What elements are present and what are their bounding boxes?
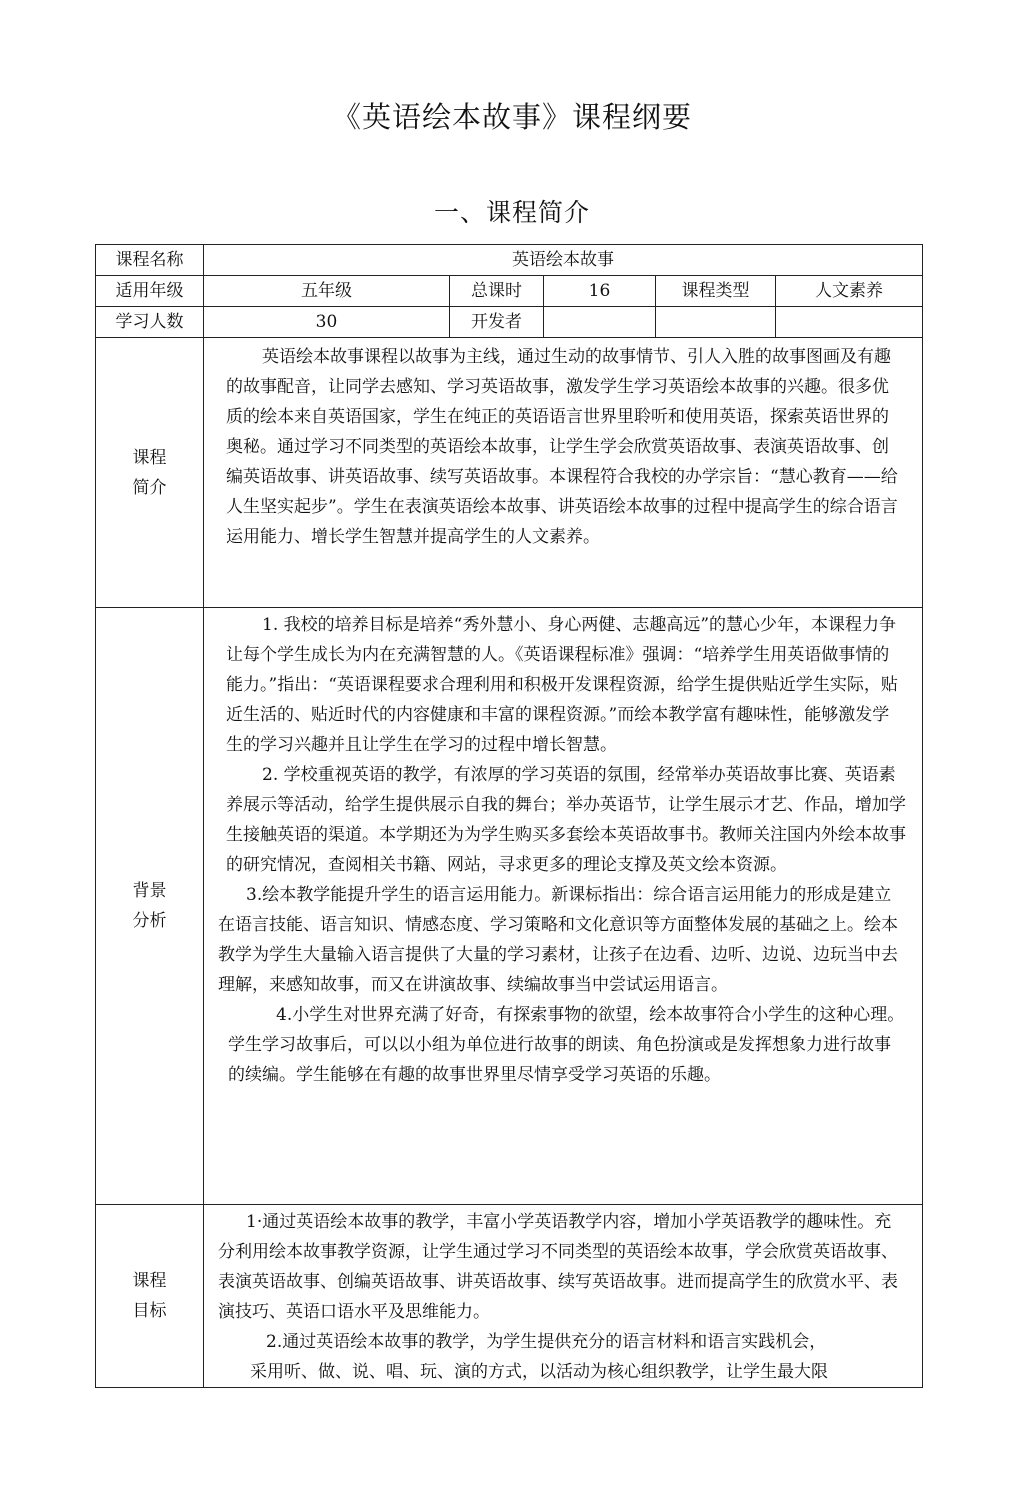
empty-cell bbox=[776, 307, 923, 338]
developer-label: 开发者 bbox=[450, 307, 544, 338]
goal-paragraph-2-cont: 采用听、做、说、唱、玩、演的方式，以活动为核心组织教学，让学生最大限 bbox=[250, 1362, 828, 1382]
intro-label-line: 课程 bbox=[132, 447, 167, 468]
goal-paragraph-1: 1·通过英语绘本故事的教学，丰富小学英语教学内容，增加小学英语教学的趣味性。充分利用绘本故事教学资源，让学生通过学习不同类型的英语绘本故事，学会欣赏英语故事、表演英语故事、创编英语故事、讲英语故事、续写英语故事。进而提高学生的欣赏水平、表演技巧、英语口语水平及思维能力。 bbox=[218, 1212, 898, 1322]
background-paragraph-4: 4.小学生对世界充满了好奇，有探索事物的欲望，绘本故事符合小学生的这种心理。学生学习故事后，可以以小组为单位进行故事的朗读、角色扮演或是发挥想象力进行故事的续编。学生能够在有趣的故事世界里尽情享受学习英语的乐趣。 bbox=[228, 1005, 905, 1085]
background-content bbox=[204, 608, 923, 1205]
grade-value: 五年级 bbox=[204, 276, 450, 307]
background-label-line: 分析 bbox=[132, 911, 167, 931]
background-paragraph-2: 2. 学校重视英语的教学，有浓厚的学习英语的氛围，经常举办英语故事比赛、英语素养展示等活动，给学生提供展示自我的舞台；举办英语节，让学生展示才艺、作品，增加学生接触英语的渠道。本学期还为为学生购买多套绘本英语故事书。教师关注国内外绘本故事的研究情况，查阅相关书籍、网站，寻求更多的理论支撑及英文绘本资源。 bbox=[226, 765, 906, 875]
intro-content bbox=[204, 338, 923, 608]
students-value: 30 bbox=[204, 307, 450, 338]
intro-label bbox=[96, 338, 204, 608]
background-label bbox=[96, 608, 204, 1205]
background-label-line: 背景 bbox=[132, 881, 167, 901]
goal-paragraph-2: 2.通过英语绘本故事的教学，为学生提供充分的语言材料和语言实践机会， bbox=[266, 1332, 827, 1352]
empty-cell bbox=[656, 307, 776, 338]
goal-label-line: 课程 bbox=[132, 1271, 167, 1291]
document-title: 《英语绘本故事》课程纲要 bbox=[331, 100, 692, 134]
students-label: 学习人数 bbox=[96, 307, 204, 338]
goal-label bbox=[96, 1205, 204, 1388]
goal-content bbox=[204, 1205, 923, 1388]
developer-value bbox=[544, 307, 656, 338]
section-title: 一、课程简介 bbox=[433, 198, 590, 227]
course-type-value: 人文素养 bbox=[776, 276, 923, 307]
goal-label-line: 目标 bbox=[132, 1301, 167, 1321]
course-outline-table bbox=[95, 244, 923, 1388]
course-name-value: 英语绘本故事 bbox=[204, 245, 923, 276]
background-paragraph-3: 3.绘本教学能提升学生的语言运用能力。新课标指出：综合语言运用能力的形成是建立在语言技能、语言知识、情感态度、学习策略和文化意识等方面整体发展的基础之上。绘本教学为学生大量输入语言提供了大量的学习素材，让孩子在边看、边听、边说、边玩当中去理解，来感知故事，而又在讲演故事、续编故事当中尝试运用语言。 bbox=[218, 885, 898, 995]
course-name-label: 课程名称 bbox=[96, 245, 204, 276]
intro-label-line: 简介 bbox=[132, 477, 167, 498]
background-paragraph-1: 1. 我校的培养目标是培养“秀外慧小、身心两健、志趣高远”的慧心少年，本课程力争让每个学生成长为内在充满智慧的人。《英语课程标准》强调：“培养学生用英语做事情的能力。”指出：“英语课程要求合理利用和积极开发课程资源，给学生提供贴近学生实际，贴近生活的、贴近时代的内容健康和丰富的课程资源。”而绘本教学富有趣味性，能够激发学生的学习兴趣并且让学生在学习的过程中增长智慧。 bbox=[226, 615, 898, 755]
hours-label: 总课时 bbox=[450, 276, 544, 307]
hours-value: 16 bbox=[544, 276, 656, 307]
grade-label: 适用年级 bbox=[96, 276, 204, 307]
intro-paragraph: 英语绘本故事课程以故事为主线，通过生动的故事情节、引人入胜的故事图画及有趣的故事配音，让同学去感知、学习英语故事，激发学生学习英语绘本故事的兴趣。很多优质的绘本来自英语国家，学生在纯正的英语语言世界里聆听和使用英语，探索英语世界的奥秘。通过学习不同类型的英语绘本故事，让学生学会欣赏英语故事、表演英语故事、创编英语故事、讲英语故事、续写英语故事。本课程符合我校的办学宗旨：“慧心教育——给人生坚实起步”。学生在表演英语绘本故事、讲英语绘本故事的过程中提高学生的综合语言运用能力、增长学生智慧并提高学生的人文素养。 bbox=[226, 347, 898, 547]
course-type-label: 课程类型 bbox=[656, 276, 776, 307]
